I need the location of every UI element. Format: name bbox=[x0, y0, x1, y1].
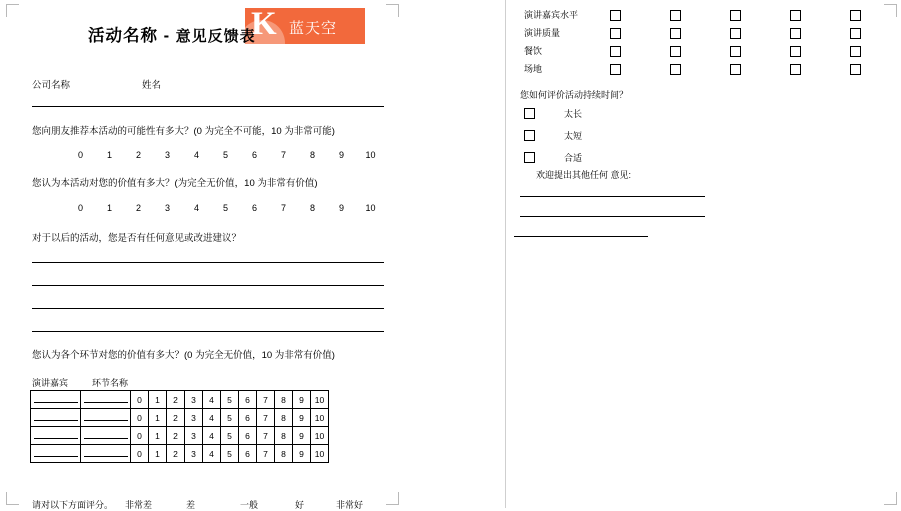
fill-line bbox=[34, 430, 78, 439]
margin-mark-bottom-right bbox=[884, 492, 897, 505]
rating-cell[interactable]: 4 bbox=[203, 391, 221, 409]
rating-cell[interactable]: 1 bbox=[149, 427, 167, 445]
other-comments-line[interactable] bbox=[520, 216, 705, 217]
rating-cell[interactable]: 5 bbox=[221, 391, 239, 409]
scale-value: 5 bbox=[222, 150, 228, 160]
question-3-answer-line bbox=[32, 285, 384, 286]
scale-value: 9 bbox=[338, 150, 344, 160]
document-page-left bbox=[0, 0, 406, 508]
rating-cell[interactable]: 3 bbox=[185, 391, 203, 409]
table-row bbox=[31, 409, 329, 427]
rating-cell[interactable]: 4 bbox=[203, 427, 221, 445]
question-3-answer-line bbox=[32, 331, 384, 332]
rating-cell[interactable]: 4 bbox=[203, 445, 221, 463]
rating-cell[interactable]: 7 bbox=[257, 445, 275, 463]
person-name-label: 姓名 bbox=[142, 80, 162, 91]
rating-label-very-good: 非常好 bbox=[336, 500, 364, 510]
session-fill-cell[interactable] bbox=[81, 445, 131, 463]
rating-cell[interactable]: 3 bbox=[185, 445, 203, 463]
matrix-checkbox[interactable] bbox=[790, 10, 801, 21]
rating-label-good: 好 bbox=[295, 500, 305, 510]
scale-value: 6 bbox=[251, 150, 257, 160]
rating-cell[interactable]: 8 bbox=[275, 391, 293, 409]
matrix-checkbox[interactable] bbox=[850, 46, 861, 57]
rating-cell[interactable]: 1 bbox=[149, 391, 167, 409]
question-3-text: 对于以后的活动，您是否有任何意见或改进建议？ bbox=[32, 233, 242, 244]
rating-label-average: 一般 bbox=[240, 500, 259, 510]
rating-cell[interactable]: 7 bbox=[257, 427, 275, 445]
rating-cell[interactable]: 10 bbox=[311, 391, 329, 409]
matrix-row-label-catering: 餐饮 bbox=[524, 46, 543, 56]
matrix-checkbox[interactable] bbox=[730, 10, 741, 21]
scale-value: 4 bbox=[193, 203, 199, 213]
question-3-answer-line bbox=[32, 262, 384, 263]
scale-value: 10 bbox=[365, 203, 376, 213]
matrix-checkbox[interactable] bbox=[670, 46, 681, 57]
matrix-checkbox[interactable] bbox=[610, 46, 621, 57]
fill-line bbox=[84, 412, 128, 421]
rating-cell[interactable]: 9 bbox=[293, 427, 311, 445]
matrix-checkbox[interactable] bbox=[730, 46, 741, 57]
scale-value: 2 bbox=[135, 203, 141, 213]
document-page-right bbox=[505, 0, 901, 508]
margin-mark-top-right bbox=[386, 4, 399, 17]
rating-cell[interactable]: 8 bbox=[275, 409, 293, 427]
question-1-text: 您向朋友推荐本活动的可能性有多大？(0 为完全不可能，10 为非常可能) bbox=[32, 126, 335, 137]
duration-checkbox-just-right[interactable] bbox=[524, 152, 535, 163]
scale-value: 9 bbox=[338, 203, 344, 213]
scale-value: 5 bbox=[222, 203, 228, 213]
scale-value: 3 bbox=[164, 203, 170, 213]
duration-option-just-right: 合适 bbox=[564, 153, 583, 163]
matrix-checkbox[interactable] bbox=[610, 28, 621, 39]
matrix-checkbox[interactable] bbox=[850, 28, 861, 39]
brand-logo bbox=[245, 8, 365, 44]
rating-cell[interactable]: 5 bbox=[221, 427, 239, 445]
rating-cell[interactable]: 6 bbox=[239, 427, 257, 445]
page-title-separator: - bbox=[158, 27, 176, 45]
fill-line bbox=[84, 394, 128, 403]
rating-cell[interactable]: 9 bbox=[293, 391, 311, 409]
rating-cell[interactable]: 2 bbox=[167, 409, 185, 427]
question-1-scale bbox=[66, 150, 385, 160]
rating-cell[interactable]: 1 bbox=[149, 409, 167, 427]
matrix-checkbox[interactable] bbox=[850, 64, 861, 75]
page-title-main: 活动名称 bbox=[88, 27, 158, 45]
duration-option-too-short: 太短 bbox=[564, 131, 583, 141]
speaker-fill-cell[interactable] bbox=[31, 409, 81, 427]
rating-cell[interactable]: 0 bbox=[131, 391, 149, 409]
rating-cell[interactable]: 0 bbox=[131, 427, 149, 445]
rating-cell[interactable]: 6 bbox=[239, 445, 257, 463]
rating-cell[interactable]: 3 bbox=[185, 427, 203, 445]
matrix-row-label-venue: 场地 bbox=[524, 64, 543, 74]
rating-cell[interactable]: 10 bbox=[311, 445, 329, 463]
session-fill-cell[interactable] bbox=[81, 409, 131, 427]
margin-mark-top-right bbox=[884, 4, 897, 17]
margin-mark-bottom-left bbox=[6, 492, 19, 505]
fill-line bbox=[34, 394, 78, 403]
scale-value: 6 bbox=[251, 203, 257, 213]
matrix-checkbox[interactable] bbox=[610, 64, 621, 75]
scale-value: 8 bbox=[309, 150, 315, 160]
question-2-text: 您认为本活动对您的价值有多大？(为完全无价值，10 为非常有价值) bbox=[32, 178, 318, 189]
rating-cell[interactable]: 10 bbox=[311, 409, 329, 427]
question-2-scale bbox=[66, 203, 385, 213]
rating-cell[interactable]: 9 bbox=[293, 409, 311, 427]
duration-option-too-long: 太长 bbox=[564, 109, 583, 119]
scale-value: 1 bbox=[106, 150, 112, 160]
session-rating-table bbox=[30, 390, 329, 463]
rating-cell[interactable]: 10 bbox=[311, 427, 329, 445]
rating-cell[interactable]: 6 bbox=[239, 409, 257, 427]
logo-brand-text: 蓝天空 bbox=[289, 20, 338, 37]
table-header-speaker: 演讲嘉宾 bbox=[32, 378, 69, 388]
session-rating-table-body bbox=[31, 391, 329, 463]
question-4-text: 您认为各个环节对您的价值有多大？(0 为完全无价值，10 为非常有价值) bbox=[32, 350, 335, 361]
rating-label-very-bad: 非常差 bbox=[125, 500, 153, 510]
rating-cell[interactable]: 3 bbox=[185, 409, 203, 427]
scale-value: 2 bbox=[135, 150, 141, 160]
company-name-fill-line bbox=[32, 106, 384, 107]
scale-value: 7 bbox=[280, 203, 286, 213]
fill-line bbox=[84, 448, 128, 457]
rating-cell[interactable]: 7 bbox=[257, 391, 275, 409]
table-row bbox=[31, 427, 329, 445]
page-title bbox=[88, 22, 256, 46]
rating-cell[interactable]: 5 bbox=[221, 409, 239, 427]
margin-mark-bottom-right bbox=[386, 492, 399, 505]
rating-cell[interactable]: 9 bbox=[293, 445, 311, 463]
scale-value: 1 bbox=[106, 203, 112, 213]
matrix-checkbox[interactable] bbox=[850, 10, 861, 21]
logo-letter: K bbox=[251, 8, 277, 42]
fill-line bbox=[34, 448, 78, 457]
fill-line bbox=[84, 430, 128, 439]
rating-cell[interactable]: 0 bbox=[131, 445, 149, 463]
matrix-row-label-speaker-level: 演讲嘉宾水平 bbox=[524, 10, 579, 20]
matrix-checkbox[interactable] bbox=[670, 28, 681, 39]
question-3-answer-line bbox=[32, 308, 384, 309]
matrix-checkbox[interactable] bbox=[790, 64, 801, 75]
fill-line bbox=[34, 412, 78, 421]
scale-value: 0 bbox=[77, 203, 83, 213]
rating-cell[interactable]: 5 bbox=[221, 445, 239, 463]
rating-label-bad: 差 bbox=[186, 500, 196, 510]
speaker-fill-cell[interactable] bbox=[31, 427, 81, 445]
table-row bbox=[31, 445, 329, 463]
scale-value: 4 bbox=[193, 150, 199, 160]
duration-checkbox-too-short[interactable] bbox=[524, 130, 535, 141]
speaker-fill-cell[interactable] bbox=[31, 391, 81, 409]
rating-cell[interactable]: 0 bbox=[131, 409, 149, 427]
rating-cell[interactable]: 1 bbox=[149, 445, 167, 463]
matrix-checkbox[interactable] bbox=[790, 46, 801, 57]
matrix-checkbox[interactable] bbox=[670, 64, 681, 75]
session-fill-cell[interactable] bbox=[81, 391, 131, 409]
session-fill-cell[interactable] bbox=[81, 427, 131, 445]
other-comments-prompt: 欢迎提出其他任何 意见: bbox=[536, 170, 632, 180]
rating-prompt-text: 请对以下方面评分。 bbox=[32, 500, 114, 510]
rating-cell[interactable]: 7 bbox=[257, 409, 275, 427]
rating-cell[interactable]: 2 bbox=[167, 445, 185, 463]
duration-checkbox-too-long[interactable] bbox=[524, 108, 535, 119]
page-gutter bbox=[405, 0, 505, 508]
matrix-checkbox[interactable] bbox=[730, 28, 741, 39]
rating-cell[interactable]: 2 bbox=[167, 427, 185, 445]
question-duration-text: 您如何评价活动持续时间？ bbox=[520, 90, 629, 100]
page-title-sub: 意见反馈表 bbox=[175, 28, 256, 45]
scale-value: 8 bbox=[309, 203, 315, 213]
matrix-row-label-speech-quality: 演讲质量 bbox=[524, 28, 561, 38]
rating-cell[interactable]: 6 bbox=[239, 391, 257, 409]
scale-value: 3 bbox=[164, 150, 170, 160]
other-comments-line[interactable] bbox=[514, 236, 648, 237]
matrix-checkbox[interactable] bbox=[610, 10, 621, 21]
company-name-label: 公司名称 bbox=[32, 80, 71, 91]
scale-value: 0 bbox=[77, 150, 83, 160]
rating-cell[interactable]: 8 bbox=[275, 427, 293, 445]
rating-cell[interactable]: 4 bbox=[203, 409, 221, 427]
table-row bbox=[31, 391, 329, 409]
matrix-checkbox[interactable] bbox=[730, 64, 741, 75]
speaker-fill-cell[interactable] bbox=[31, 445, 81, 463]
matrix-checkbox[interactable] bbox=[790, 28, 801, 39]
scale-value: 10 bbox=[365, 150, 376, 160]
rating-cell[interactable]: 2 bbox=[167, 391, 185, 409]
margin-mark-top-left bbox=[6, 4, 19, 17]
rating-cell[interactable]: 8 bbox=[275, 445, 293, 463]
other-comments-line[interactable] bbox=[520, 196, 705, 197]
table-header-session: 环节名称 bbox=[92, 378, 129, 388]
scale-value: 7 bbox=[280, 150, 286, 160]
matrix-checkbox[interactable] bbox=[670, 10, 681, 21]
